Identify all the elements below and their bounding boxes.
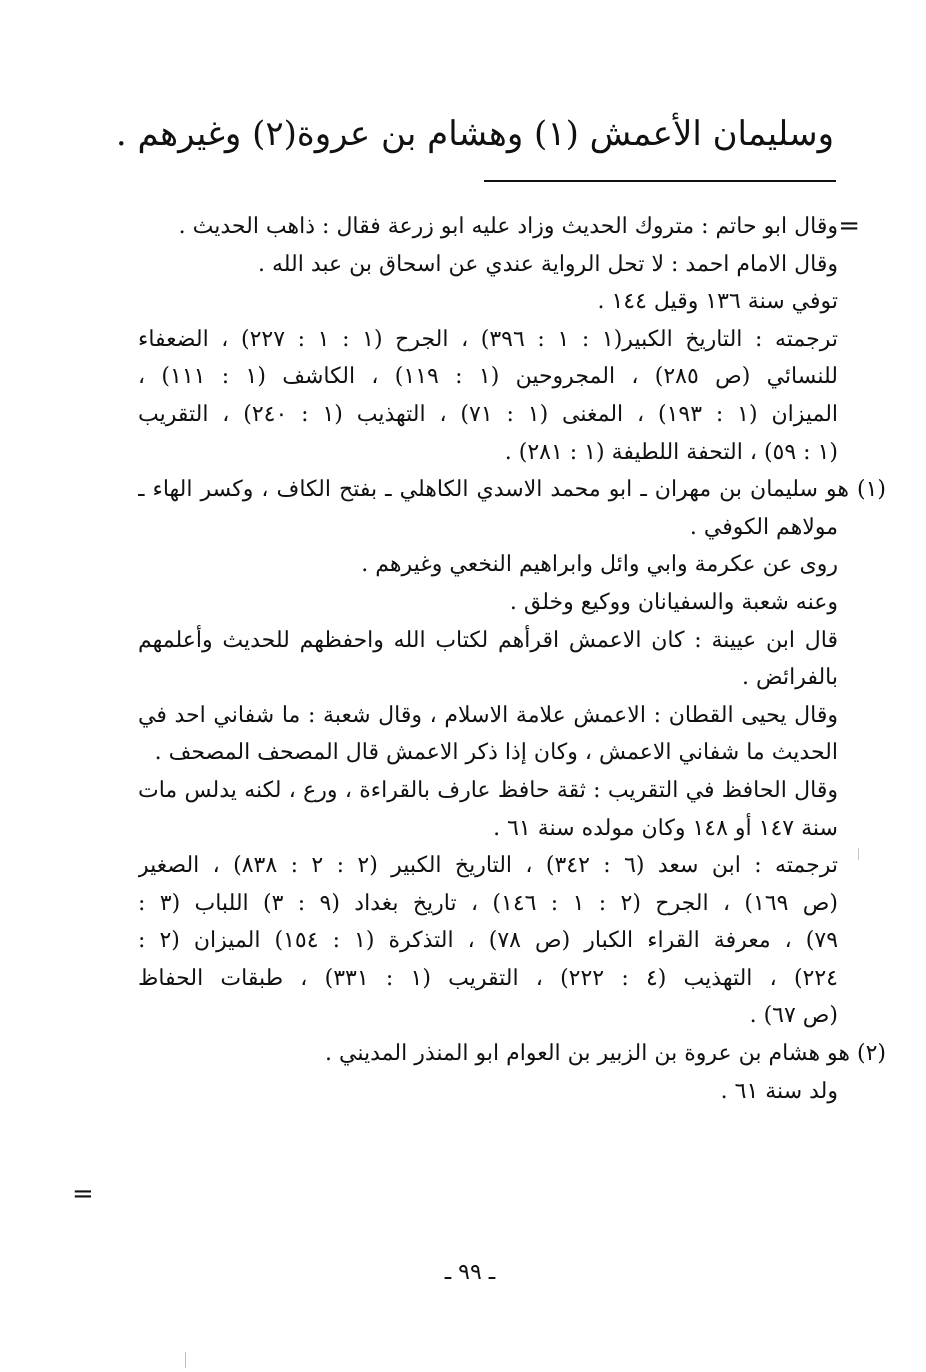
continuation-marker-bottom: = <box>72 1179 94 1209</box>
footnote-line: قال ابن عيينة : كان الاعمش اقرأهم لكتاب الله واحفظهم للحديث وأعلمهم <box>138 627 838 653</box>
footnote-line: وقال ابو حاتم : متروك الحديث وزاد عليه ابو زرعة فقال : ذاهب الحديث . <box>178 214 838 239</box>
continuation-marker-top: = <box>838 211 860 241</box>
footnote-line: وعنه شعبة والسفيانان ووكيع وخلق . <box>509 589 838 615</box>
footnote-line: ٢٢٤) ، التهذيب (٤ : ٢٢٢) ، التقريب (١ : ٣٣١) ، طبقات الحفاظ <box>138 965 838 991</box>
footnote-2-start: (٢) هو هشام بن عروة بن الزبير بن العوام ابو المنذر المديني . <box>325 1041 886 1067</box>
footnote-line: وقال الحافظ في التقريب : ثقة حافظ عارف بالقراءة ، ورع ، لكنه يدلس مات <box>138 777 838 803</box>
footnote-divider <box>484 180 836 182</box>
footnote-line: وقال الامام احمد : لا تحل الرواية عندي عن اسحاق بن عبد الله . <box>257 251 838 277</box>
footnote-line: (١ : ٥٩) ، التحفة اللطيفة (١ : ٢٨١) . <box>504 439 838 465</box>
footnote-line: ترجمته : ابن سعد (٦ : ٣٤٢) ، التاريخ الكبير (٢ : ٢ : ٨٣٨) ، الصغير <box>138 853 838 879</box>
footnote-line: (ص ١٦٩) ، الجرح (٢ : ١ : ١٤٦) ، تاريخ بغداد (٩ : ٣) اللباب (٣ : <box>138 890 838 916</box>
footnote-line: توفي سنة ١٣٦ وقيل ١٤٤ . <box>597 289 838 315</box>
footnote-line: للنسائي (ص ٢٨٥) ، المجروحين (١ : ١١٩) ، الكاشف (١ : ١١١) ، <box>138 364 838 390</box>
main-text-line: وسليمان الأعمش (١) وهشام بن عروة(٢) وغيرهم . <box>115 114 834 154</box>
scan-artifact <box>858 848 859 860</box>
footnote-line: وقال يحيى القطان : الاعمش علامة الاسلام ، وقال شعبة : ما شفاني احد في <box>138 702 838 728</box>
scan-artifact <box>185 1352 186 1368</box>
footnote-line: ٧٩) ، معرفة القراء الكبار (ص ٧٨) ، التذكرة (١ : ١٥٤) الميزان (٢ : <box>138 928 838 954</box>
page-number: ـ ٩٩ ـ <box>444 1260 496 1285</box>
footnote-line: سنة ١٤٧ أو ١٤٨ وكان مولده سنة ٦١ . <box>493 815 838 841</box>
footnote-line: ولد سنة ٦١ . <box>720 1078 838 1104</box>
footnote-line: الميزان (١ : ١٩٣) ، المغنى (١ : ٧١) ، التهذيب (١ : ٢٤٠) ، التقريب <box>138 401 838 427</box>
footnote-1-start: (١) هو سليمان بن مهران ـ ابو محمد الاسدي الكاهلي ـ بفتح الكاف ، وكسر الهاء ـ <box>138 477 886 503</box>
footnote-line: بالفرائض . <box>742 665 838 691</box>
footnote-line: ترجمته : التاريخ الكبير(١ : ١ : ٣٩٦) ، الجرح (١ : ١ : ٢٢٧) ، الضعفاء <box>138 326 838 352</box>
footnote-line: مولاهم الكوفي . <box>689 514 838 540</box>
footnote-line: روى عن عكرمة وابي وائل وابراهيم النخعي وغيرهم . <box>361 552 838 578</box>
footnote-line: الحديث ما شفاني الاعمش ، وكان إذا ذكر الاعمش قال المصحف المصحف . <box>154 740 838 766</box>
footnotes-block <box>138 208 886 1110</box>
footnote-line: (ص ٦٧) . <box>749 1003 838 1029</box>
